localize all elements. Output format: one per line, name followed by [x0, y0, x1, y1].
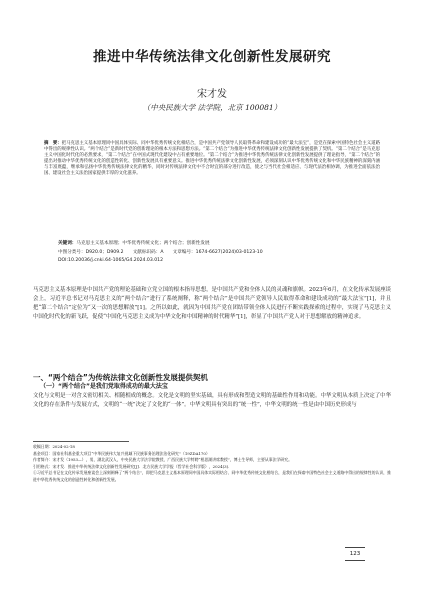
abstract-text: 把马克思主义基本原理同中国具体实际、同中华优秀传统文化相结合，是中国共产党领导人民取得革命和建设成功的“最大法宝”，是党在探索中国特色社会主义道路中得出的规律性认识。“两个结合”是新时代党的创新理论的根本方法和思想方法。“第二个结合”为推进中华优秀传统法律文化创新性发展提供了契机。“第二个结合”是马克思主义中国化时代化的必然要求，“第二个结合”在中国式现代化建设中占有重要地位。“第二个结合”为推进中华优秀传统法律文化创新性发展提供了理论指导，“第二个结合”的提出对推动中华优秀传统文化的创造性转化、创新性发展具有重要意义。推进中华优秀传统法律文化创新性发展，必须深刻认识中华优秀传统文化和中华民族精神的深刻内涵与丰富底蕴，继承和弘扬中华优秀传统法律文化的精华，同时对传统法律文化中不合时宜的部分进行改造，使之与当代社会相适应、与现代法治相协调，为推进全面依法治国、建设社会主义法治国家提供丰厚的文化滋养。 — [44, 141, 380, 177]
abstract — [44, 141, 380, 178]
subsection-heading: （一）“两个结合”是我们党取得成功的最大法宝 — [40, 383, 168, 390]
keywords-text: 马克思主义基本原理；中华优秀传统文化；两个结合；创新性发展 — [76, 241, 210, 246]
classification-line — [58, 249, 263, 255]
author-affiliation: （中央民族大学 法学院，北京 100081） — [142, 103, 282, 112]
received-date: 收稿日期：2024-02-18 — [33, 444, 75, 449]
paper-title: 推进中华传统法律文化创新性发展研究 — [93, 49, 331, 65]
author-name: 宋才发 — [197, 89, 227, 100]
doi: DOI:10.20036/j.cnki.64-1065/G4.2024.03.012 — [58, 258, 164, 263]
author-bio: 作者简介：宋才发（1953—），男，湖北武汉人，中央民族大学法学院教授，广西民族大学特聘“相思湖讲席教授”，博士生导师，主要从事法学研究。 — [33, 457, 292, 463]
fund-info: 基金项目：国家社科基金重大项目“中华民族伟大复兴视域下民族事务治理法治化研究”（19ZDA170） — [33, 450, 210, 456]
keywords — [58, 240, 210, 246]
footnote-divider — [33, 441, 129, 442]
article-number: 文章编号：1674-6627(2024)03-0123-10 — [172, 250, 263, 255]
section-paragraph: 文化与文明是一对含义密切相关、相随相成的概念。文化是文明的坚实基础，具有形成和塑造文明的基础性作用和功能。中华文明从本质上决定了中华文化的存在条件与发展方式，文明的“一统”决定了文化的“一体”。中华文明具有突出的“统一性”，中华文明的统一性是由中国历史形成与 — [33, 393, 391, 408]
intro-paragraph: 马克思主义基本原理是中国共产党的理论基础和立党立国的根本指导思想，是中国共产党和全体人民的灵魂和旗帜。2023年6月，在文化传承发展座谈会上，习近平总书记对马克思主义的“两个结合”进行了系统阐释，称“两个结合”是中国共产党领导人民取得革命和建设成功的“最大法宝”[1]，并且把“第二个结合”定位为“又一次的思想解放”[1]。之所以如此，就因为中国共产党在团结带领全体人民进行不断实践探索的过程中，实现了马克思主义中国化时代化的新飞跃，促使“中国化马克思主义成为中华文化和中国精神的时代精华”[1]，彰显了中国共产党人对于思想解放的精神追求。 — [33, 287, 391, 320]
keywords-label: 关键词： — [58, 241, 77, 246]
citation-format: 引用格式：宋才发．推进中华传统法律文化创新性发展研究[J]．北方民族大学学报（哲学社会科学版），2024(3)． — [33, 463, 232, 469]
section-heading: 一、“两个结合”为传统法律文化创新性发展提供契机 — [33, 373, 208, 382]
document-code: 文献标识码：A — [132, 250, 164, 255]
abstract-label: 摘 要： — [44, 141, 62, 146]
footnotes — [33, 444, 391, 484]
clc-number: 中图分类号：D920.0；D909.2 — [58, 250, 124, 255]
page-number: 123 — [345, 547, 365, 561]
footnote-1: ①习近平总书记在文化传承发展座谈会上深刻阐释了“两个结合”，即把马克思主义基本原理同中国具体实际相结合、同中华优秀传统文化相结合，是我们在探索中国特色社会主义道路中得出的规律性的认识，推进中华优秀传统文化的创造性转化和创新性发展。 — [33, 470, 392, 482]
